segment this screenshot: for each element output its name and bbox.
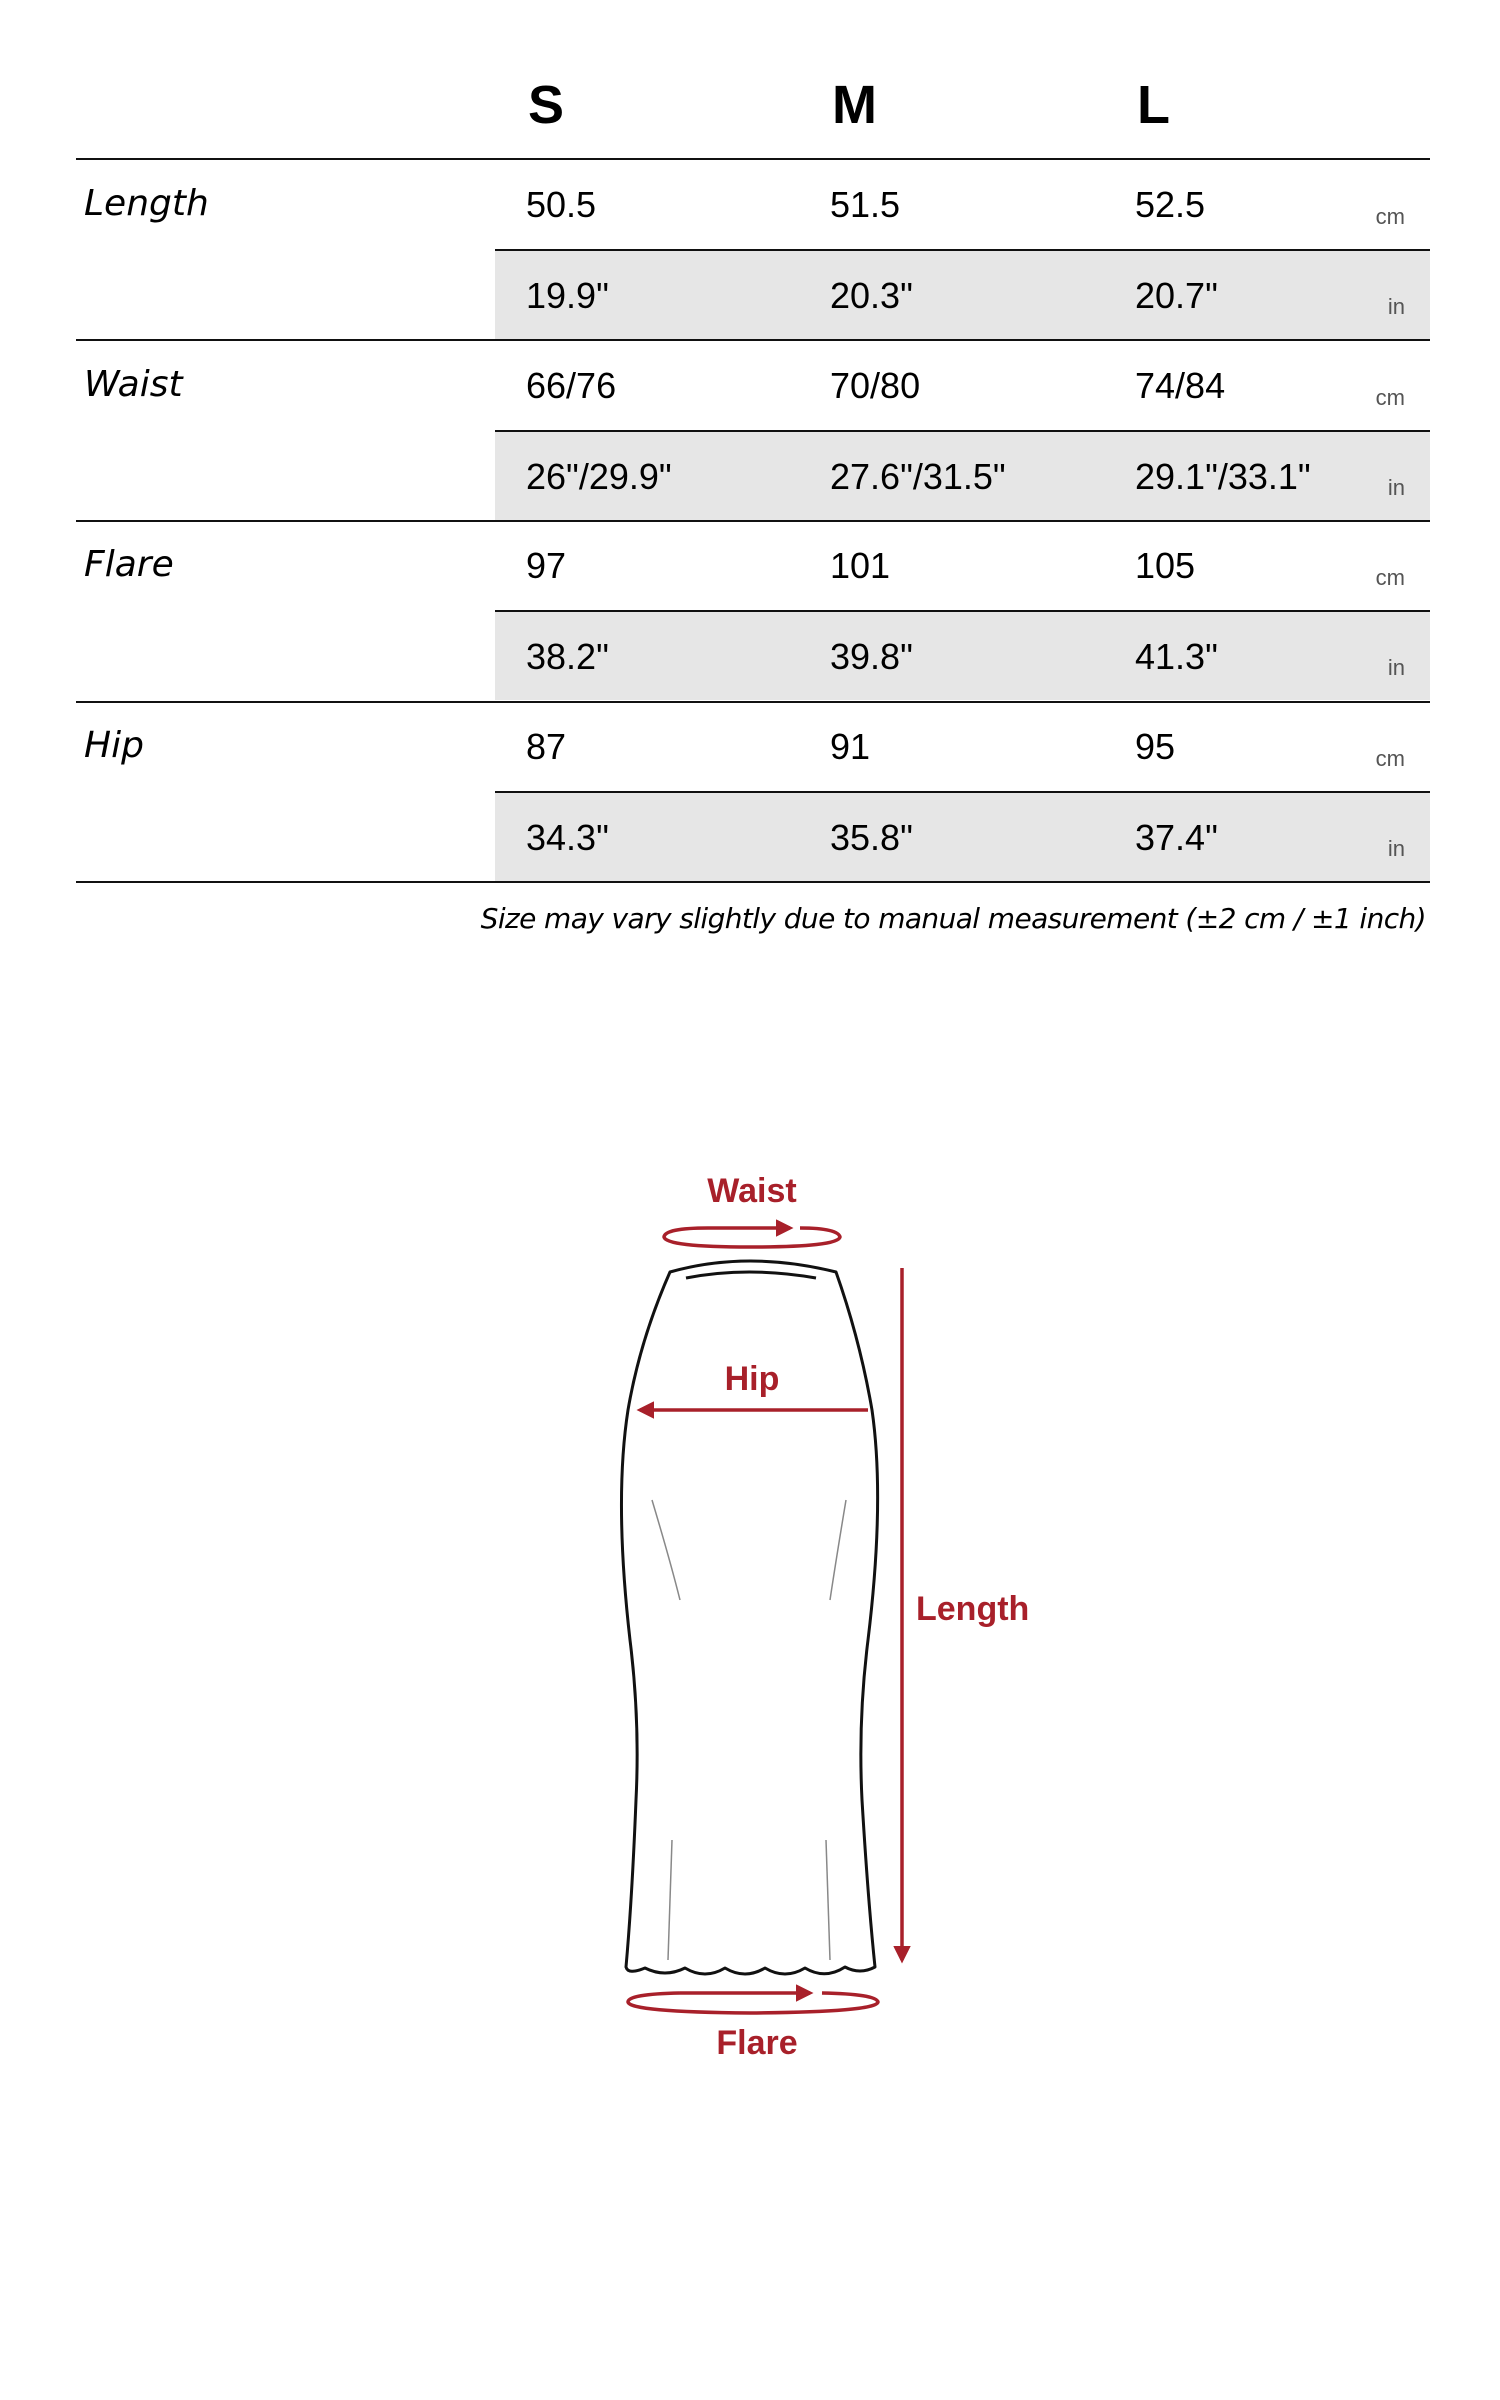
waist-label: Waist	[707, 1172, 797, 1210]
skirt-fold	[668, 1840, 672, 1960]
skirt-fold	[830, 1500, 846, 1600]
size-header-s: S	[528, 75, 565, 135]
cell-flare-l-in: 41.3"	[1135, 636, 1218, 677]
row-label-length: Length	[84, 183, 209, 224]
unit-label-in: in	[1387, 475, 1405, 500]
row-divider	[495, 249, 1430, 251]
row-shade-length-in	[495, 251, 1430, 339]
cell-waist-l-cm: 74/84	[1135, 365, 1226, 406]
length-label: Length	[916, 1590, 1030, 1628]
cell-hip-l-in: 37.4"	[1135, 817, 1218, 858]
row-shade-flare-in	[495, 612, 1430, 700]
flare-arrow	[628, 1993, 878, 2013]
cell-flare-s-cm: 97	[526, 545, 567, 586]
cell-hip-s-cm: 87	[526, 726, 567, 767]
cell-waist-m-in: 27.6"/31.5"	[830, 456, 1006, 497]
cell-length-l-cm: 52.5	[1135, 184, 1206, 225]
row-label-waist: Waist	[84, 364, 183, 405]
cell-waist-s-in: 26"/29.9"	[526, 456, 672, 497]
cell-waist-s-cm: 66/76	[526, 365, 617, 406]
unit-label-in: in	[1387, 836, 1405, 861]
hip-label: Hip	[724, 1360, 780, 1398]
size-header-m: M	[832, 75, 877, 135]
cell-length-m-cm: 51.5	[830, 184, 901, 225]
cell-hip-s-in: 34.3"	[526, 817, 609, 858]
unit-label-in: in	[1387, 294, 1405, 319]
cell-length-m-in: 20.3"	[830, 275, 913, 316]
flare-label: Flare	[716, 2024, 798, 2062]
unit-label-cm: cm	[1375, 565, 1405, 590]
row-divider	[495, 791, 1430, 793]
table-rule	[76, 158, 1430, 160]
size-header-l: L	[1137, 75, 1170, 135]
unit-label-cm: cm	[1375, 746, 1405, 771]
cell-hip-l-cm: 95	[1135, 726, 1176, 767]
cell-waist-l-in: 29.1"/33.1"	[1135, 456, 1311, 497]
skirt-fold	[826, 1840, 830, 1960]
cell-length-s-cm: 50.5	[526, 184, 597, 225]
table-rule	[76, 339, 1430, 341]
cell-flare-m-cm: 101	[830, 545, 891, 586]
row-label-hip: Hip	[84, 725, 144, 766]
measurement-note: Size may vary slightly due to manual measurement (±2 cm / ±1 inch)	[480, 902, 1426, 935]
skirt-measurement-diagram	[0, 1100, 1500, 2100]
row-label-flare: Flare	[84, 544, 174, 585]
table-rule	[76, 881, 1430, 883]
row-shade-hip-in	[495, 793, 1430, 881]
cell-hip-m-cm: 91	[830, 726, 871, 767]
cell-length-l-in: 20.7"	[1135, 275, 1218, 316]
cell-hip-m-in: 35.8"	[830, 817, 913, 858]
unit-label-cm: cm	[1375, 385, 1405, 410]
skirt-fold	[652, 1500, 680, 1600]
cell-length-s-in: 19.9"	[526, 275, 609, 316]
waist-arrow	[664, 1228, 840, 1247]
skirt-waistband	[686, 1272, 816, 1278]
cell-waist-m-cm: 70/80	[830, 365, 921, 406]
unit-label-cm: cm	[1375, 204, 1405, 229]
cell-flare-l-cm: 105	[1135, 545, 1196, 586]
cell-flare-m-in: 39.8"	[830, 636, 913, 677]
row-divider	[495, 610, 1430, 612]
table-rule	[76, 520, 1430, 522]
row-divider	[495, 430, 1430, 432]
cell-flare-s-in: 38.2"	[526, 636, 609, 677]
unit-label-in: in	[1387, 655, 1405, 680]
table-rule	[76, 701, 1430, 703]
